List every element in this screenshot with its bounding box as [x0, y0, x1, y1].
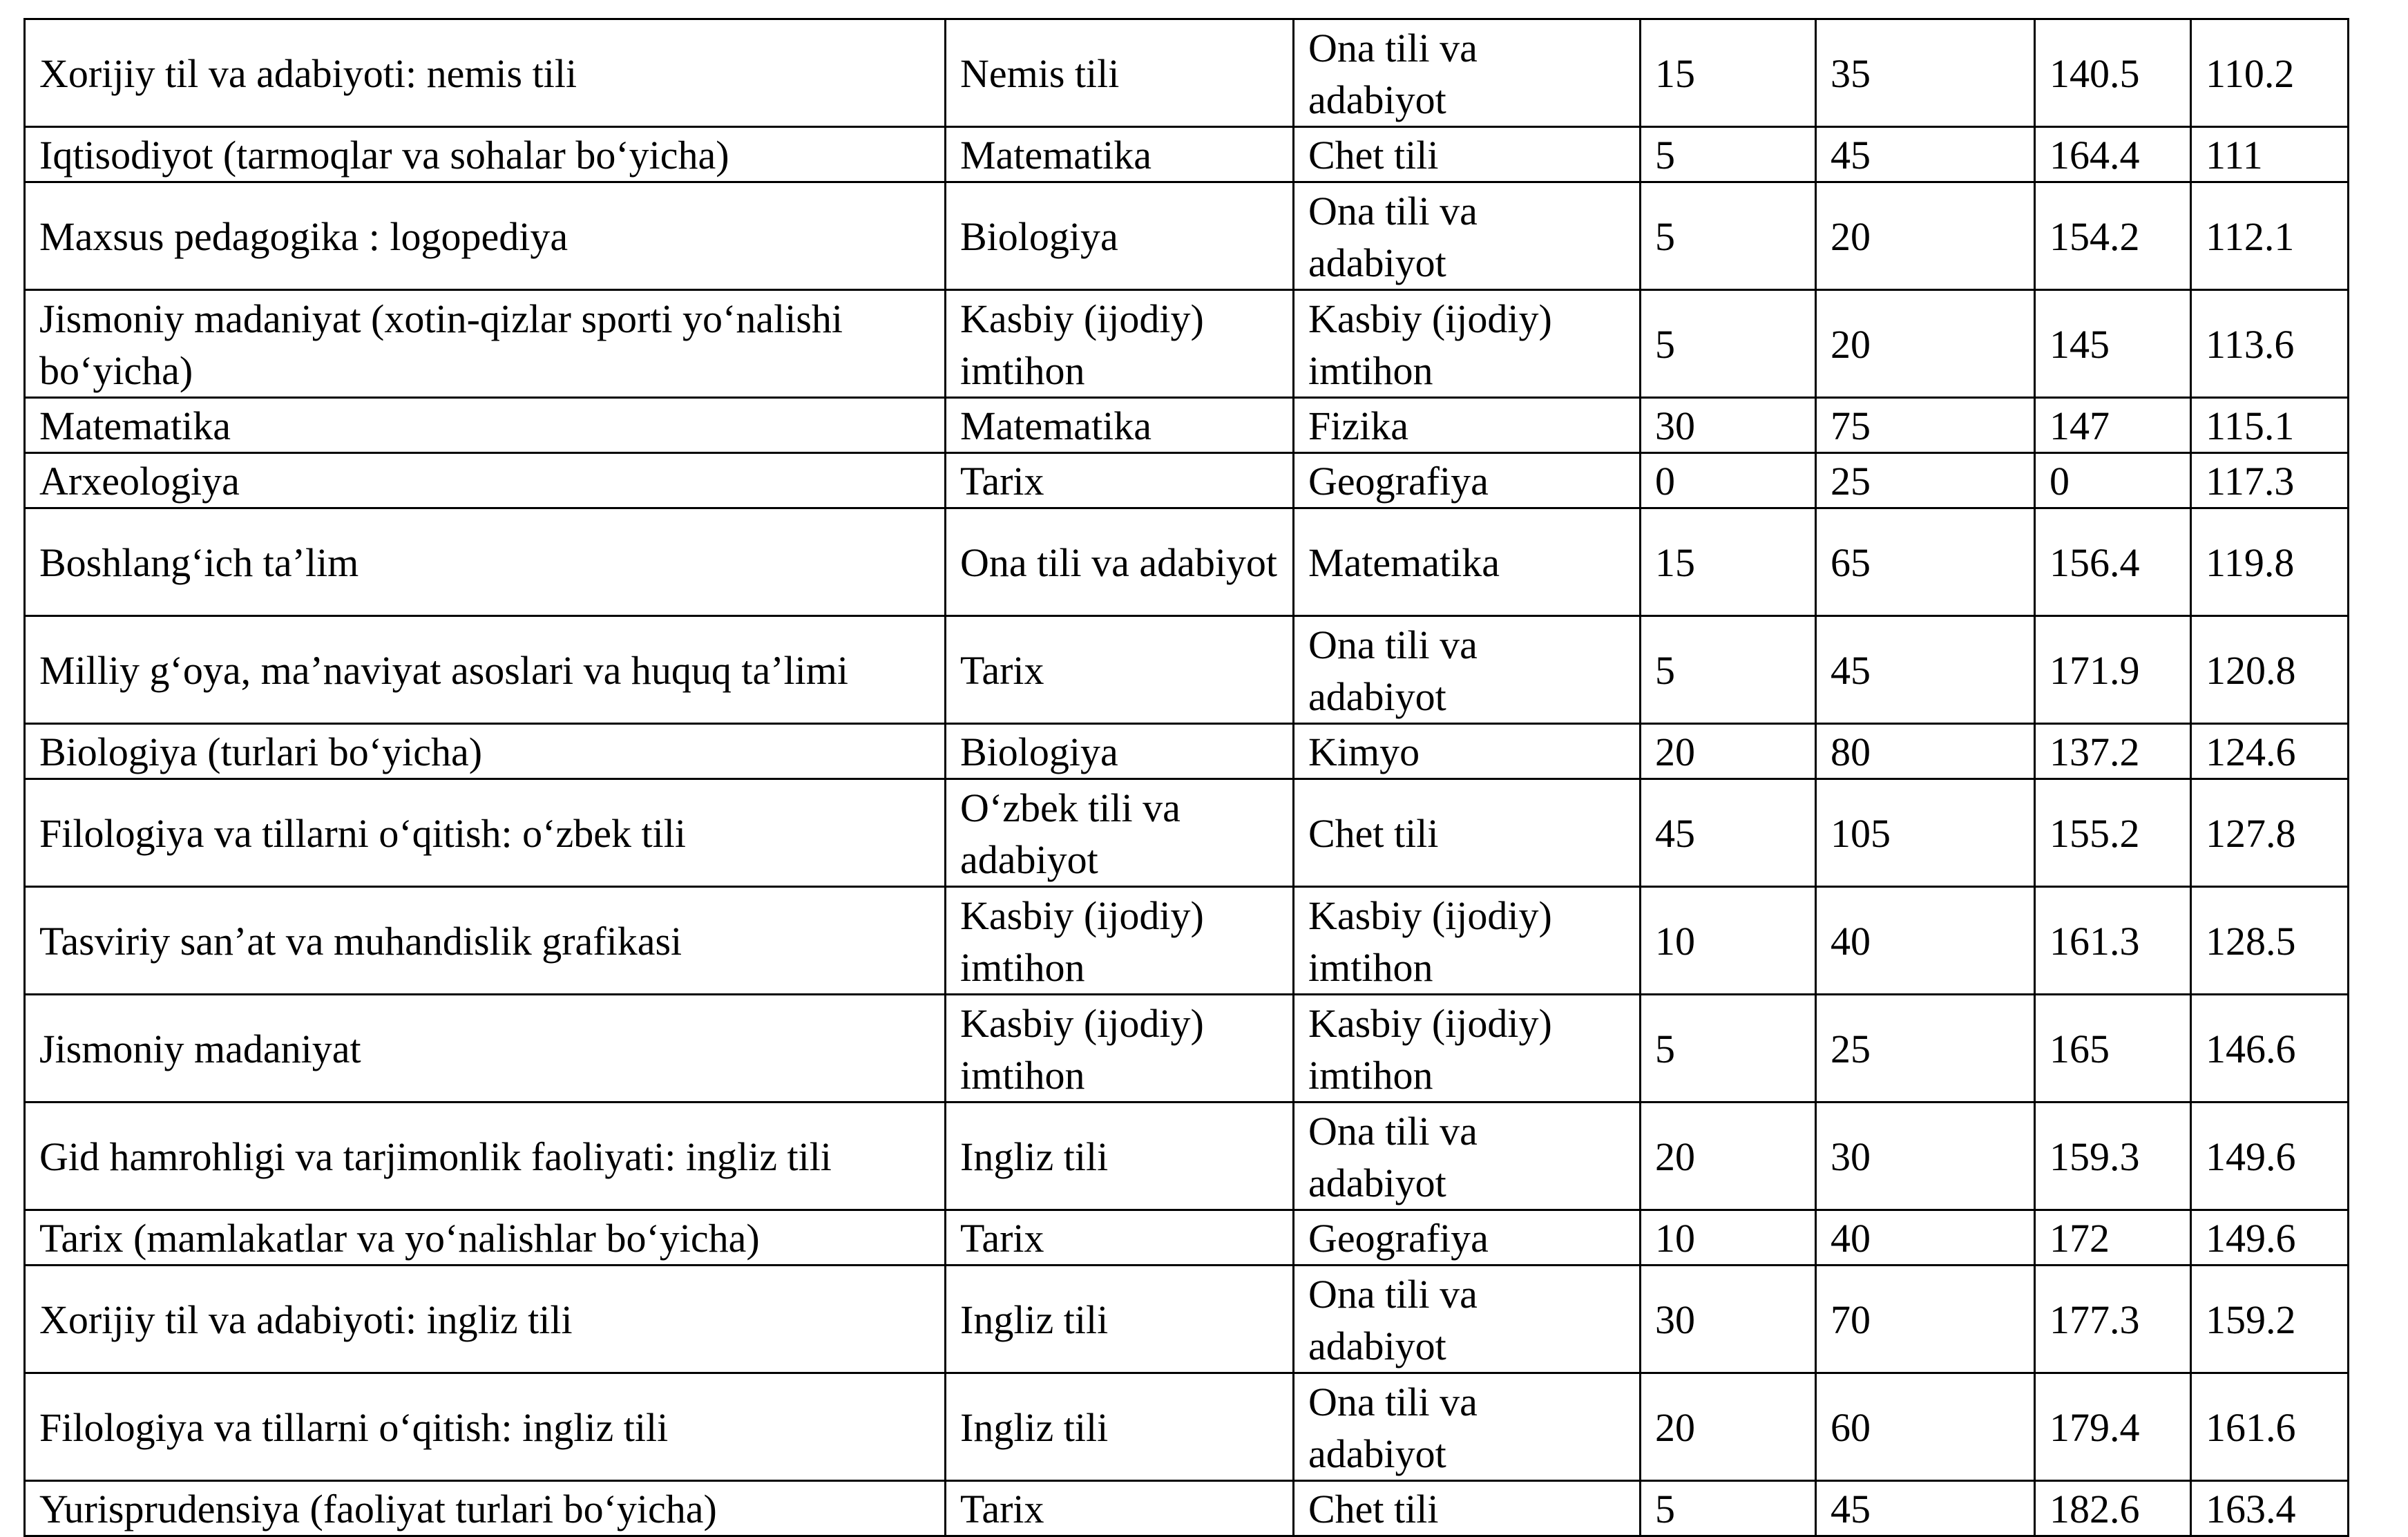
- cell-score-2: 163.4: [2191, 1481, 2349, 1536]
- cell-quota-1: 20: [1641, 1373, 1816, 1481]
- table-row: [25, 398, 2349, 453]
- cell-subject-1: Tarix: [946, 616, 1294, 724]
- cell-subject-1: Biologiya: [946, 724, 1294, 779]
- cell-direction: Maxsus pedagogika : logopediya: [25, 182, 946, 290]
- cell-subject-1: O‘zbek tili va adabiyot: [946, 779, 1294, 887]
- table-row: [25, 127, 2349, 182]
- cell-direction: Xorijiy til va adabiyoti: nemis tili: [25, 19, 946, 127]
- cell-subject-1: Ingliz tili: [946, 1102, 1294, 1210]
- cell-quota-1: 5: [1641, 616, 1816, 724]
- cell-quota-2: 25: [1816, 995, 2035, 1102]
- table-body: [25, 19, 2349, 1536]
- cell-quota-2: 45: [1816, 1481, 2035, 1536]
- cell-subject-2: Matematika: [1294, 508, 1641, 616]
- cell-score-1: 147: [2035, 398, 2191, 453]
- cell-score-1: 140.5: [2035, 19, 2191, 127]
- table-row: [25, 1210, 2349, 1266]
- cell-score-2: 113.6: [2191, 290, 2349, 398]
- cell-quota-1: 5: [1641, 995, 1816, 1102]
- cell-quota-2: 75: [1816, 398, 2035, 453]
- cell-score-2: 159.2: [2191, 1266, 2349, 1373]
- cell-score-1: 164.4: [2035, 127, 2191, 182]
- cell-quota-2: 40: [1816, 887, 2035, 995]
- cell-direction: Tasviriy san’at va muhandislik grafikasi: [25, 887, 946, 995]
- table-row: [25, 508, 2349, 616]
- cell-score-2: 120.8: [2191, 616, 2349, 724]
- cell-quota-1: 5: [1641, 290, 1816, 398]
- cell-subject-1: Kasbiy (ijodiy) imtihon: [946, 290, 1294, 398]
- cell-direction: Matematika: [25, 398, 946, 453]
- cell-score-1: 172: [2035, 1210, 2191, 1266]
- cell-quota-1: 5: [1641, 182, 1816, 290]
- cell-score-2: 127.8: [2191, 779, 2349, 887]
- cell-quota-2: 20: [1816, 290, 2035, 398]
- cell-subject-2: Kasbiy (ijodiy) imtihon: [1294, 887, 1641, 995]
- table-row: [25, 182, 2349, 290]
- cell-quota-1: 5: [1641, 127, 1816, 182]
- cell-score-1: 182.6: [2035, 1481, 2191, 1536]
- cell-direction: Iqtisodiyot (tarmoqlar va sohalar bo‘yicha): [25, 127, 946, 182]
- cell-quota-1: 10: [1641, 1210, 1816, 1266]
- cell-subject-1: Matematika: [946, 398, 1294, 453]
- cell-direction: Filologiya va tillarni o‘qitish: o‘zbek tili: [25, 779, 946, 887]
- cell-subject-1: Kasbiy (ijodiy) imtihon: [946, 887, 1294, 995]
- cell-quota-1: 20: [1641, 724, 1816, 779]
- table-row: [25, 1266, 2349, 1373]
- cell-direction: Milliy g‘oya, ma’naviyat asoslari va huquq ta’limi: [25, 616, 946, 724]
- cell-subject-2: Ona tili va adabiyot: [1294, 182, 1641, 290]
- cell-direction: Biologiya (turlari bo‘yicha): [25, 724, 946, 779]
- cell-quota-1: 30: [1641, 398, 1816, 453]
- cell-subject-2: Ona tili va adabiyot: [1294, 1266, 1641, 1373]
- cell-subject-1: Nemis tili: [946, 19, 1294, 127]
- cell-direction: Gid hamrohligi va tarjimonlik faoliyati: ingliz tili: [25, 1102, 946, 1210]
- cell-score-2: 112.1: [2191, 182, 2349, 290]
- cell-subject-1: Ingliz tili: [946, 1266, 1294, 1373]
- cell-score-1: 155.2: [2035, 779, 2191, 887]
- cell-quota-1: 30: [1641, 1266, 1816, 1373]
- table-row: [25, 779, 2349, 887]
- cell-subject-2: Chet tili: [1294, 779, 1641, 887]
- cell-score-2: 149.6: [2191, 1102, 2349, 1210]
- cell-subject-2: Ona tili va adabiyot: [1294, 19, 1641, 127]
- cell-score-1: 137.2: [2035, 724, 2191, 779]
- table-row: [25, 724, 2349, 779]
- results-table: [23, 18, 2349, 1537]
- cell-quota-2: 45: [1816, 616, 2035, 724]
- cell-quota-2: 35: [1816, 19, 2035, 127]
- cell-subject-2: Kasbiy (ijodiy) imtihon: [1294, 290, 1641, 398]
- cell-score-2: 115.1: [2191, 398, 2349, 453]
- cell-subject-2: Fizika: [1294, 398, 1641, 453]
- cell-score-1: 145: [2035, 290, 2191, 398]
- cell-quota-2: 65: [1816, 508, 2035, 616]
- cell-score-2: 128.5: [2191, 887, 2349, 995]
- cell-subject-2: Ona tili va adabiyot: [1294, 616, 1641, 724]
- cell-score-1: 154.2: [2035, 182, 2191, 290]
- cell-quota-1: 45: [1641, 779, 1816, 887]
- cell-score-1: 171.9: [2035, 616, 2191, 724]
- cell-direction: Boshlang‘ich ta’lim: [25, 508, 946, 616]
- cell-score-2: 117.3: [2191, 453, 2349, 508]
- table-row: [25, 19, 2349, 127]
- cell-quota-2: 45: [1816, 127, 2035, 182]
- cell-quota-2: 80: [1816, 724, 2035, 779]
- cell-direction: Filologiya va tillarni o‘qitish: ingliz tili: [25, 1373, 946, 1481]
- cell-subject-2: Kimyo: [1294, 724, 1641, 779]
- cell-subject-1: Tarix: [946, 1210, 1294, 1266]
- table-row: [25, 1373, 2349, 1481]
- cell-subject-1: Kasbiy (ijodiy) imtihon: [946, 995, 1294, 1102]
- cell-direction: Yurisprudensiya (faoliyat turlari bo‘yicha): [25, 1481, 946, 1536]
- cell-quota-2: 105: [1816, 779, 2035, 887]
- cell-subject-1: Biologiya: [946, 182, 1294, 290]
- cell-quota-1: 0: [1641, 453, 1816, 508]
- cell-score-1: 177.3: [2035, 1266, 2191, 1373]
- cell-quota-2: 40: [1816, 1210, 2035, 1266]
- cell-subject-1: Matematika: [946, 127, 1294, 182]
- cell-score-1: 0: [2035, 453, 2191, 508]
- table-row: [25, 616, 2349, 724]
- table-row: [25, 453, 2349, 508]
- cell-subject-1: Ingliz tili: [946, 1373, 1294, 1481]
- cell-subject-1: Tarix: [946, 453, 1294, 508]
- cell-direction: Jismoniy madaniyat: [25, 995, 946, 1102]
- cell-score-1: 161.3: [2035, 887, 2191, 995]
- cell-subject-1: Ona tili va adabiyot: [946, 508, 1294, 616]
- cell-direction: Jismoniy madaniyat (xotin-qizlar sporti yo‘nalishi bo‘yicha): [25, 290, 946, 398]
- cell-score-2: 161.6: [2191, 1373, 2349, 1481]
- cell-subject-2: Geografiya: [1294, 1210, 1641, 1266]
- cell-quota-1: 10: [1641, 887, 1816, 995]
- cell-subject-2: Ona tili va adabiyot: [1294, 1373, 1641, 1481]
- cell-direction: Tarix (mamlakatlar va yo‘nalishlar bo‘yicha): [25, 1210, 946, 1266]
- table-row: [25, 1102, 2349, 1210]
- cell-subject-2: Kasbiy (ijodiy) imtihon: [1294, 995, 1641, 1102]
- cell-quota-2: 60: [1816, 1373, 2035, 1481]
- table-row: [25, 995, 2349, 1102]
- cell-subject-2: Geografiya: [1294, 453, 1641, 508]
- cell-score-2: 119.8: [2191, 508, 2349, 616]
- cell-quota-2: 20: [1816, 182, 2035, 290]
- cell-score-1: 156.4: [2035, 508, 2191, 616]
- table-row: [25, 1481, 2349, 1536]
- cell-score-1: 159.3: [2035, 1102, 2191, 1210]
- cell-subject-1: Tarix: [946, 1481, 1294, 1536]
- cell-score-2: 146.6: [2191, 995, 2349, 1102]
- table-row: [25, 290, 2349, 398]
- cell-direction: Arxeologiya: [25, 453, 946, 508]
- cell-subject-2: Ona tili va adabiyot: [1294, 1102, 1641, 1210]
- cell-quota-1: 5: [1641, 1481, 1816, 1536]
- cell-score-1: 179.4: [2035, 1373, 2191, 1481]
- cell-score-2: 149.6: [2191, 1210, 2349, 1266]
- cell-subject-2: Chet tili: [1294, 127, 1641, 182]
- cell-quota-2: 70: [1816, 1266, 2035, 1373]
- cell-quota-2: 25: [1816, 453, 2035, 508]
- cell-direction: Xorijiy til va adabiyoti: ingliz tili: [25, 1266, 946, 1373]
- cell-score-1: 165: [2035, 995, 2191, 1102]
- cell-score-2: 124.6: [2191, 724, 2349, 779]
- cell-score-2: 111: [2191, 127, 2349, 182]
- cell-quota-2: 30: [1816, 1102, 2035, 1210]
- cell-quota-1: 15: [1641, 19, 1816, 127]
- table-row: [25, 887, 2349, 995]
- cell-subject-2: Chet tili: [1294, 1481, 1641, 1536]
- cell-score-2: 110.2: [2191, 19, 2349, 127]
- cell-quota-1: 20: [1641, 1102, 1816, 1210]
- cell-quota-1: 15: [1641, 508, 1816, 616]
